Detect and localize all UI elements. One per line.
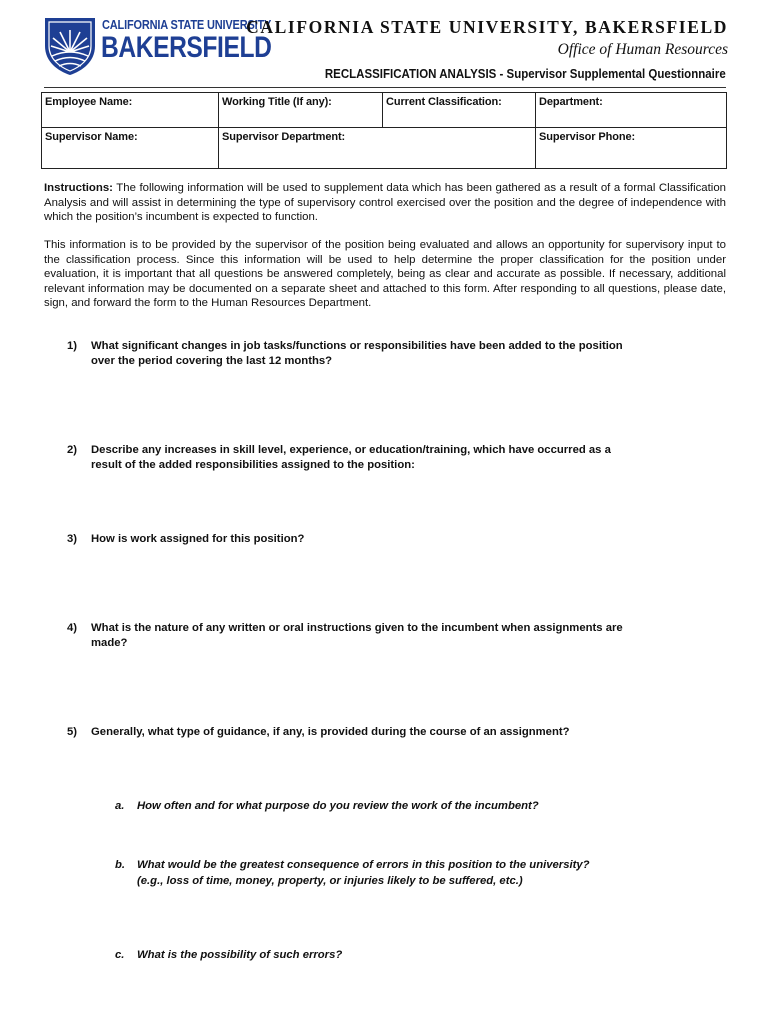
university-title: CALIFORNIA STATE UNIVERSITY, BAKERSFIELD [246,17,728,37]
subquestion-b-line-2: (e.g., loss of time, money, property, or injuries likely to be suffered, etc.) [137,875,523,887]
current-classification-field[interactable] [383,93,536,128]
answer-area-b[interactable] [137,893,721,943]
logo-line-1: CALIFORNIA STATE UNIVERSITY [102,18,272,32]
question-3-line-1: How is work assigned for this position? [91,533,305,545]
supervisor-phone-field[interactable] [536,128,727,169]
answer-area-a[interactable] [137,818,721,856]
question-2-line-1: Describe any increases in skill level, experience, or education/training, which have occurred as a [91,444,611,456]
instructions-paragraph-1 [44,181,726,225]
employee-name-label: Employee Name: [45,96,133,108]
answer-area-2[interactable] [91,477,721,525]
department-field[interactable] [536,93,727,128]
subquestion-a-line-1: How often and for what purpose do you review the work of the incumbent? [137,800,539,812]
logo-line-2: BAKERSFIELD [101,31,272,64]
shield-icon [42,16,98,76]
question-2-number: 2) [67,444,78,456]
supervisor-name-field[interactable] [42,128,219,169]
title-rule [44,87,726,88]
subquestion-c-letter: c. [115,949,125,961]
supervisor-department-field[interactable] [219,128,536,169]
subquestion-a-letter: a. [115,800,125,812]
supervisor-department-label: Supervisor Department: [222,131,346,143]
question-3-number: 3) [67,533,78,545]
instructions-text-1: The following information will be used to supplement data which has been gathered as a result of a formal Classification Analysis and will assist in determining the type of supervisory control exercised over the position and the degree of independence with which the position’s incumbent is expected to function. [44,182,726,224]
question-1-line-2: over the period covering the last 12 months? [91,355,333,367]
working-title-field[interactable] [219,93,383,128]
answer-area-4[interactable] [91,655,721,721]
question-2-line-2: result of the added responsibilities assigned to the position: [91,459,415,471]
instructions-paragraph-2: This information is to be provided by the supervisor of the position being evaluated and allows an opportunity for supervisory input to the classification process. Since this information will be used to help determine the proper classification for the position under evaluation, it is important that all questions be answered completely, being as clear and accurate as possible. If necessary, additional relevant information may be documented on a separate sheet and attached to this form. After responding to all questions, please date, sign, and forward the form to the Human Resources Department. [44,239,726,310]
supervisor-phone-label: Supervisor Phone: [539,131,636,143]
department-label: Department: [539,96,603,108]
question-1-number: 1) [67,340,78,352]
form-title: RECLASSIFICATION ANALYSIS - Supervisor Supplemental Questionnaire [325,67,726,81]
employee-name-field[interactable] [42,93,219,128]
answer-area-c[interactable] [137,967,721,1017]
office-name: Office of Human Resources [557,41,728,58]
answer-area-1[interactable] [91,373,721,435]
working-title-label: Working Title (If any): [222,96,332,108]
current-classification-label: Current Classification: [386,96,502,108]
question-4-line-2: made? [91,637,128,649]
supervisor-name-label: Supervisor Name: [45,131,138,143]
answer-area-3[interactable] [91,552,721,616]
subquestion-b-letter: b. [115,859,126,871]
subquestion-b-line-1: What would be the greatest consequence of errors in this position to the university? [137,859,590,871]
question-5-line-1: Generally, what type of guidance, if any, is provided during the course of an assignment? [91,726,570,738]
question-4-number: 4) [67,622,78,634]
employee-info-table [41,92,727,169]
subquestion-c-line-1: What is the possibility of such errors? [137,949,343,961]
question-1-line-1: What significant changes in job tasks/functions or responsibilities have been added to the position [91,340,623,352]
instructions-label: Instructions: [44,182,113,194]
question-5-number: 5) [67,726,78,738]
answer-area-5[interactable] [91,745,721,795]
question-4-line-1: What is the nature of any written or oral instructions given to the incumbent when assignments are [91,622,623,634]
